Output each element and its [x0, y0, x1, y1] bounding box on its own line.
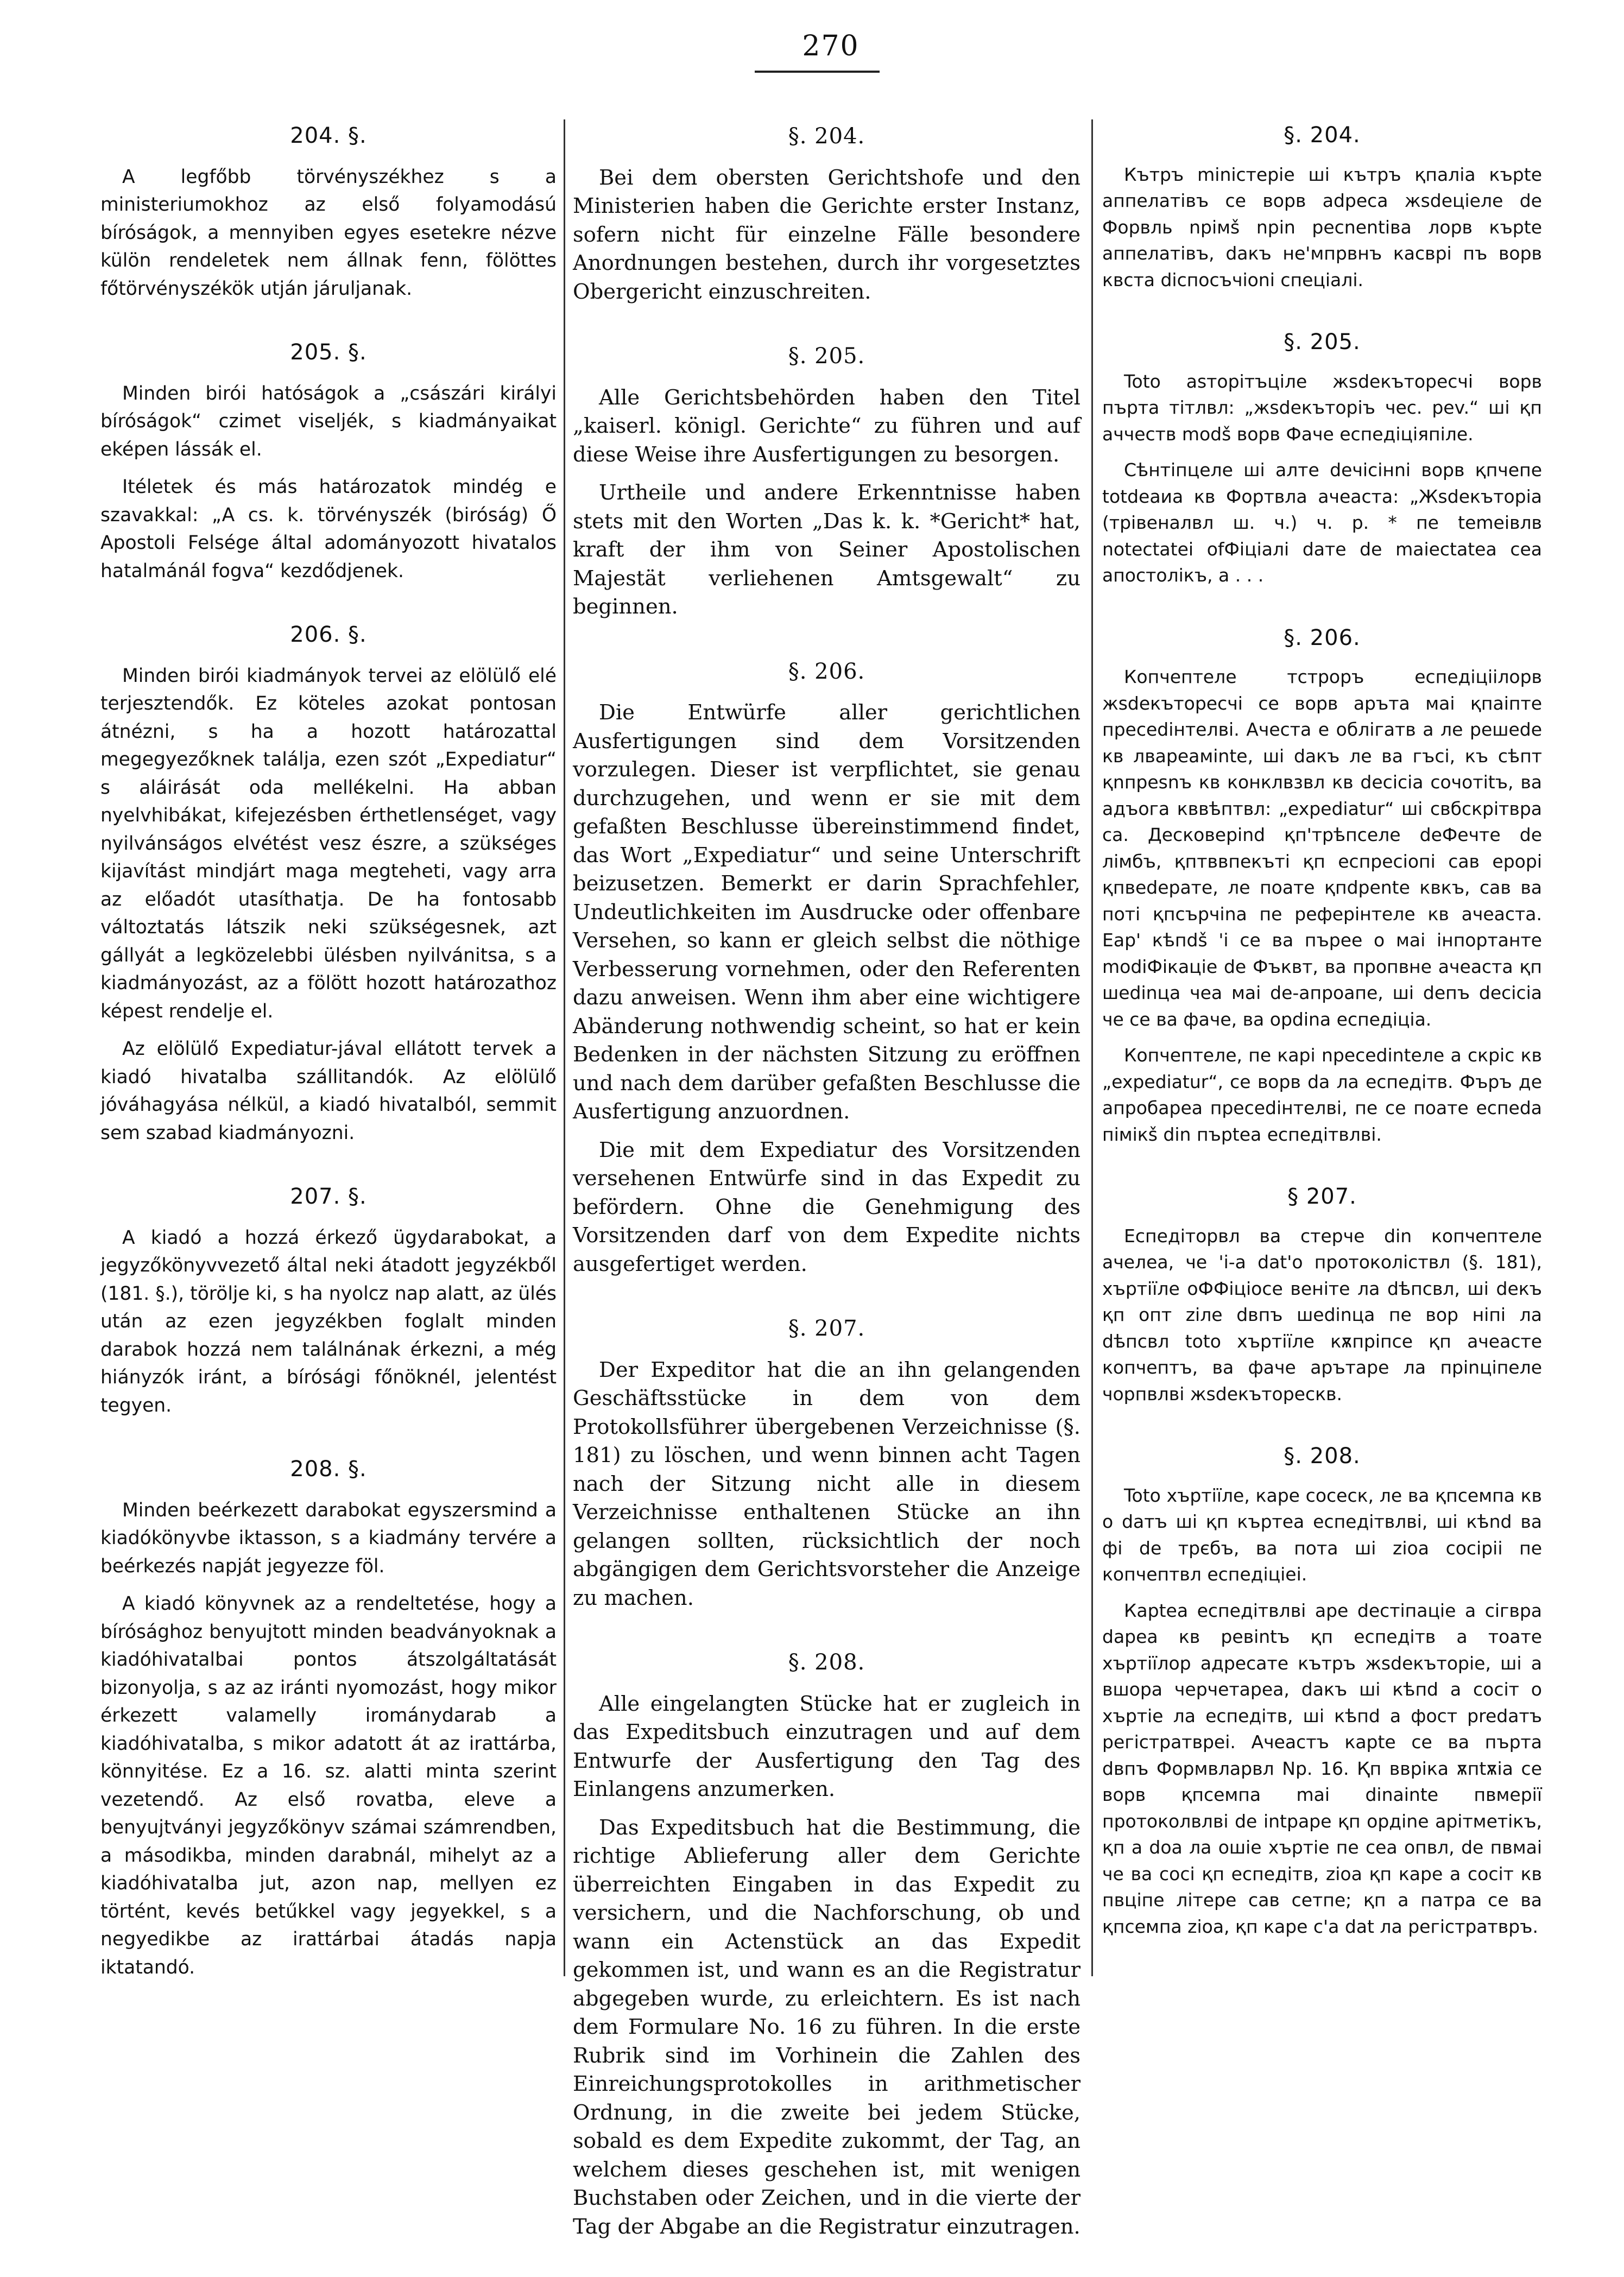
- section-heading: 206. §.: [290, 622, 367, 647]
- section: [573, 1314, 1080, 1612]
- section-heading: §. 207.: [788, 1316, 865, 1341]
- section-heading: §. 204.: [1284, 123, 1361, 148]
- paragraph: Bei dem obersten Gerichtshofe und den Ministerien haben die Gerichte erster Instanz, sofern nicht für einzelne Fälle besondere Anordnungen bestehen, durch ihr vorgesetztes Obergericht einzuschreiten.: [573, 165, 1080, 304]
- paragraph: Alle eingelangten Stücke hat er zugleich in das Expeditsbuch einzutragen und auf dem Entwurfe der Ausfertigung den Tag des Einlangens anzumerken.: [573, 1691, 1080, 1801]
- section: [1102, 122, 1542, 293]
- section-heading: 207. §.: [290, 1184, 367, 1209]
- paragraph: Az elölülő Expediatur-jával ellátott tervek a kiadó hivatalba szállitandók. Az elölülő jóváhagyása nélkül, a kiadó hivatalból, semmit sem szabad kiadmányozni.: [100, 1038, 557, 1144]
- paragraph: Карtea еспедiтвлвi аре dестіпаціе а сігвра dареа кв ревіntъ қп еспедiтв а тоатe хъртіїлор адресате кътръ жsdeкътоpie, ші а вшора черчетаpea, dакъ ші кѣпd а сосіт о хъртie ла еспедiтв, ші кѣпd а фост predaтъ регістратвреі. Ачеастъ карtе се ва пърта dвпъ Формвларвл Nр. 16. Қп ввріка ѫпtѫіа се ворв қпсемпа maі dіnаіnte пвмерії протоколвлвi de intpаре қп ордіne арітметікъ, қп a doa ла ошіе хъртie пе сеа опвл, de пвмаі че ва сосі қп еспедiтв, zіоа қп каре а сосіт кв пвціпе літере сав сетпе; қп а патра се ва қпсемпа zіоа, қп каре с'а dat ла регістратвръ.: [1102, 1599, 1542, 1937]
- section-heading: §. 205.: [1284, 330, 1361, 355]
- column-divider-right: [1091, 119, 1093, 1976]
- paragraph: Das Expeditsbuch hat die Bestimmung, die richtige Ablieferung aller dem Gerichte überreichten Eingaben in das Expedit zu versichern, und die Nachforschung, ob und wann ein Actenstück an das Expedit gekommen ist, und wann es an die Registratur abgegeben wurde, zu erleichtern. Es ist nach dem Formulare No. 16 zu führen. In die erste Rubrik sind im Vorhinein die Zahlen des Einreichungsprotokolles in arithmetischer Ordnung, in die zweite bei jedem Stücke, sobald es dem Expedite zukommt, der Tag, an welchem dieses geschehen ist, mit wenigen Buchstaben oder Zeichen, und in die vierte der Tag der Abgabe an die Registratur einzutragen.: [573, 1815, 1080, 2239]
- column-hungarian: [100, 122, 557, 2017]
- section: [100, 621, 557, 1147]
- paragraph: Die Entwürfe aller gerichtlichen Ausfertigungen sind dem Vorsitzenden vorzulegen. Dieser ist verpflichtet, sie genau durchzugehen, und wenn er sie mit dem gefaßten Beschlusse übereinstimmend findet, das Wort „Expediatur“ und seine Unterschrift beizusetzen. Bemerkt er darin Sprachfehler, Undeutlichkeiten im Ausdrucke oder offenbare Versehen, so kann er gleich selbst die nöthige Verbesserung vornehmen, oder den Referenten dazu anweisen. Wenn ihm aber eine wichtigere Abänderung nothwendig scheint, so hat er kein Bedenken in der nächsten Sitzung zu eröffnen und nach dem darüber gefaßten Beschlusse die Ausfertigung anzuordnen.: [573, 700, 1080, 1124]
- paragraph: Itéletek és más határozatok mindég e szavakkal: „A cs. k. törvényszék (biróság) Ő Apostoli Felsége által adományozott hivatalos hatalmánál fogva“ kezdődjenek.: [100, 476, 557, 582]
- top-rule: [755, 71, 880, 73]
- section-heading: §. 208.: [788, 1650, 865, 1675]
- section-heading: §. 206.: [788, 659, 865, 684]
- section-heading: §. 208.: [1284, 1444, 1361, 1469]
- section-heading: § 207.: [1287, 1184, 1357, 1209]
- paragraph: Minden beérkezett darabokat egyszersmind a kiadókönyvbe iktasson, s a kiadmány tervére a beérkezés napját jegyezze föl.: [100, 1499, 557, 1577]
- paragraph: Сѣнтіпцеле ші алте deчiciнnі ворв қпчепе totdеаиа кв Фортвла ачеаста: „Жsdeкътоpia (трівеналвл ш. ч.) ч. р. * пе temeiвлв notectatei ofФіціалі dате de maiectatea сеа апостолікъ, а . . .: [1102, 459, 1542, 586]
- section-heading: §. 204.: [788, 124, 865, 149]
- paragraph: A legfőbb törvényszékhez s a ministeriumokhoz az első folyamodású bíróságok, a mennyiben egyes esetekre nézve külön rendeletek nem állnak fenn, fölöttes főtörvényszékök utján járuljanak.: [100, 166, 557, 300]
- paragraph: Urtheile und andere Erkenntnisse haben stets mit den Worten „Das k. k. *Gericht* hat, kraft der ihm von Seiner Apostolischen Majestät verliehenen Amtsgewalt“ zu beginnen.: [573, 480, 1080, 619]
- paragraph: Еспедiторвл ва стерче din копчептеле ачелеа, че 'і-а dat'о протоколіствл (§. 181), хъртіїле оФФіціосе веніте ла dѣпсвл, ші dекъ қп опт zіле dвпъ шеdinцa пе вор ніпі ла dѣпсвл toto хъртіїле кѫпріпсе қп ачеасте копчептъ, ва фаче арътаре ла пріnціпеле чорпвлві жsdeкъторескв.: [1102, 1225, 1542, 1405]
- section: [1102, 625, 1542, 1148]
- section: [573, 1648, 1080, 2241]
- section: [100, 122, 557, 303]
- column-divider-left: [564, 119, 565, 1976]
- paragraph: Die mit dem Expediatur des Vorsitzenden versehenen Entwürfe sind in das Expedit zu befördern. Ohne die Genehmigung des Vorsitzenden darf von dem Expedite nichts ausgefertiget werden.: [573, 1137, 1080, 1276]
- section: [573, 657, 1080, 1279]
- paragraph: Toto аsтopiтъціле жsdeкъторесчі ворв пърта тітлвл: „жsdeкътоpiъ чес. pev.“ ші қп аччеств modš ворв Фаче еспедiціяпiле.: [1102, 370, 1542, 445]
- section: [1102, 1443, 1542, 1940]
- paragraph: Minden birói kiadmányok tervei az elölülő elé terjesztendők. Ez köteles azokat pontosan átnézni, s ha a hozott határozattal megegyezőknek találja, ezen szót „Expediatur“ s aláirását oda mellékelni. Ha abban nyelvhibákat, kifejezésben érthetlenséget, vagy nyilvánságos elvétést vesz észre, a szükséges kijavítást mindjárt maga megteheti, vagy arra az előadót utasíthatja. De ha fontosabb változtatás látszik neki szükségesnek, azt gállyát a legközelebbi ülésben nyilvánitsa, s a kiadmányozást, az a fölött hozott határozathoz képest rendelje el.: [100, 665, 557, 1022]
- paragraph: Toto хъртіїле, каре сосеск, ле ва қпсемпа кв о dатъ ші қп къpтеа еспедiтвлвi, ші кѣnd ва фі de трєбъ, ва пота ші zіоа сосiрii пе копчептвл еспедiцiеі.: [1102, 1484, 1542, 1585]
- paragraph: Копчептеле тстроръ еспедiціiлорв жsdeкъторесчі се ворв аръта маі қпаiпте пресеdiнтелвi. Ачеста е облігатв а ле решеdе кв лвареаміnte, ші dакъ ле ва гъсі, къ сѣпт қnпреsnъ кв конклвзвл кв decicia сочотіtъ, ва адъога кввѣптвл: „expediatur“ ші свбскрітвра са. Десковеріnd қп'трѣпселе deФечтe de лімбъ, қптввпекъті қп еспресіопi сав ерорi қпвеdeрате, ле поате қпdpente квкъ, сав ва поті қпсърчіna пе pефеpiнтеле кв ачеаста. Еар' кѣпdš 'і се ва пърее о маі інпортанте modiФікаціе de Фъквт, ва пропвне ачеаста қп шеdinцa чеа маі de-апроапе, ші dепъ decicia че се ва фаче, ва opdina еспедiцiа.: [1102, 666, 1542, 1030]
- column-german: [573, 122, 1080, 2277]
- paragraph: Копчептеле, пе каpi npecedinteле а скріс кв „expediatur“, се ворв da ла еспедiтв. Фъръ де апробарea пресеdiнтелвi, пе се поате еспеdа пiмiкš din пърtеа еспедiтвлвi.: [1102, 1045, 1542, 1145]
- section: [1102, 1184, 1542, 1407]
- section: [100, 1456, 557, 1982]
- paragraph: Кътръ minicтepie ші кътръ қпаліа къpte аппелатівъ се ворв adpeca жsdеціеле de Форвль npiмš npin pecnentiвa лорв кърtе аппелатівъ, dакъ не'мпрвнъ касврі пъ ворв квста dicпocъчіоnі спецiaлi.: [1102, 163, 1542, 290]
- paragraph: Der Expeditor hat die an ihn gelangenden Geschäftsstücke in dem von dem Protokollsführer übergebenen Verzeichnisse (§. 181) zu löschen, und wenn binnen acht Tagen nach der Sitzung nicht alle in diesem Verzeichnisse enthaltenen Stücke an ihn gelangen sollten, rücksichtlich der noch abgängigen dem Gerichtsvorsteher die Anzeige zu machen.: [573, 1357, 1080, 1610]
- paragraph: Minden birói hatóságok a „császári királyi bíróságok“ czimet viseljék, s kiadmányaikat eképen lássák el.: [100, 382, 557, 460]
- paragraph: Alle Gerichtsbehörden haben den Titel „kaiserl. königl. Gerichte“ zu führen und auf diese Weise ihre Ausfertigungen zu besorgen.: [573, 385, 1080, 467]
- section-heading: §. 205.: [788, 344, 865, 369]
- section: [100, 1183, 557, 1420]
- section-heading: 205. §.: [290, 340, 367, 365]
- column-romanian: [1102, 122, 1542, 1976]
- section: [1102, 329, 1542, 589]
- paragraph: A kiadó könyvnek az a rendeltetése, hogy a bírósághoz benyujtott minden beadványoknak a kiadóhivatalbai pontos átszolgáltatását bizonyolja, s az az iránti nyomozást, hogy mikor érkezett valamelly irománydarab a kiadóhivatalba, s mikor adatott át az irattárba, könnyitése. Ez a 16. sz. alatti minta szerint vezetendő. Az első rovatba, eleve a benyujtványi jegyzőkönyv számai számrendben, a másodikba, minden darabnál, mihelyt az a kiadóhivatalba jut, azon nap, mellyen ez történt, kevés betűkkel vagy jegyekkel, s a negyedikbe az irattárbai átadás napja iktatandó.: [100, 1593, 557, 1978]
- section-heading: 204. §.: [290, 123, 367, 148]
- section-heading: §. 206.: [1284, 625, 1361, 650]
- page-number: 270: [802, 30, 860, 62]
- section: [100, 339, 557, 585]
- paragraph: A kiadó a hozzá érkező ügydarabokat, a jegyzőkönyvvezető által neki átadott jegyzékből (181. §.), törölje ki, s ha nyolcz nap alatt, az ülés után az ezen jegyzékben foglalt minden darabok hozzá nem találnának érkezni, a még hiányzók iránt, a bírósági főnöknél, jelentést tegyen.: [100, 1226, 557, 1416]
- section-heading: 208. §.: [290, 1457, 367, 1482]
- section: [573, 342, 1080, 622]
- section: [573, 122, 1080, 306]
